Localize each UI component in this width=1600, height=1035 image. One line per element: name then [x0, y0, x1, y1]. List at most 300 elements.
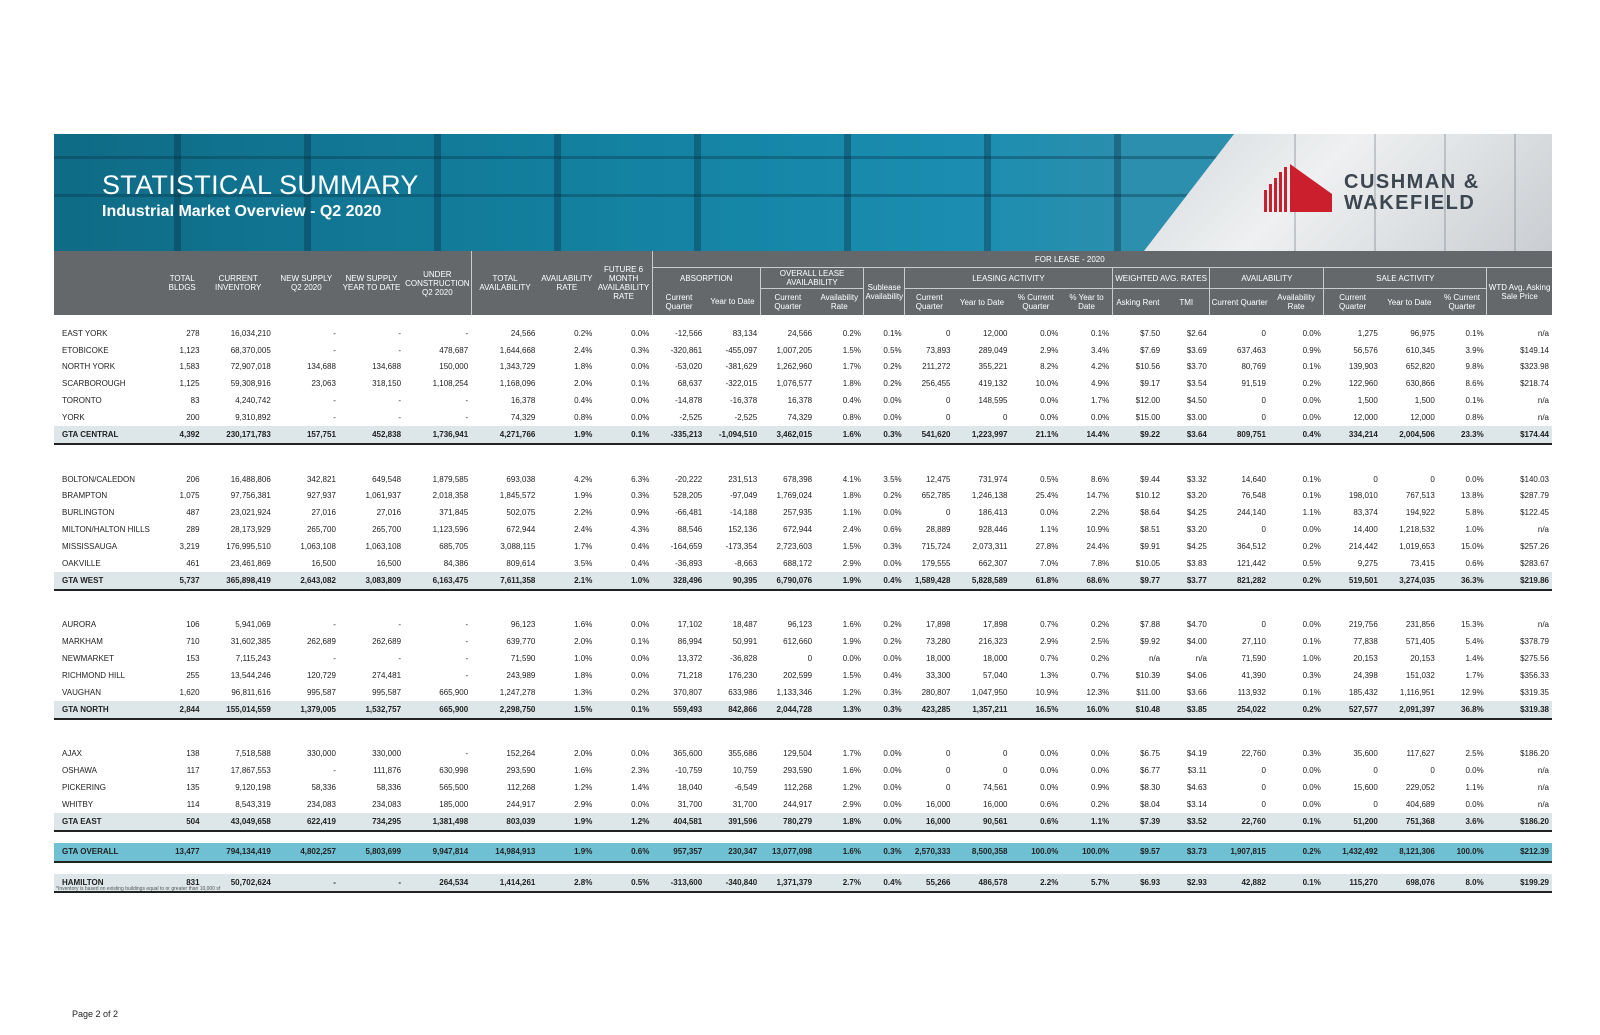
table-cell: 13.8% [1461, 491, 1484, 501]
table-cell: 10.0% [1035, 379, 1059, 389]
banner-beam [554, 134, 561, 251]
table-cell: 0.9% [631, 508, 650, 518]
page-subtitle: Industrial Market Overview - Q2 2020 [102, 203, 382, 220]
table-cell: 58,336 [376, 783, 402, 793]
table-cell: 77,838 [1353, 637, 1378, 647]
row-label: PICKERING [62, 783, 107, 793]
table-cell: 254,022 [1210, 701, 1269, 719]
table-cell: 1.0% [595, 572, 652, 590]
table-cell: 2.3% [631, 766, 650, 776]
table-cell: 55,266 [905, 874, 954, 892]
col-header-total-bldgs: TOTAL BLDGS [162, 251, 203, 315]
table-cell: 0.0% [883, 654, 902, 664]
table-cell: 0.0% [631, 396, 650, 406]
sub-header-la-current: Current Quarter [905, 289, 954, 316]
table-cell: 0.2% [1090, 654, 1110, 664]
col-header-total-availability: TOTAL AVAILABILITY [471, 251, 538, 315]
table-cell: 234,083 [306, 799, 336, 809]
table-cell: -313,600 [652, 874, 705, 892]
table-cell: 1,769,024 [776, 491, 813, 501]
table-cell: 14.4% [1061, 426, 1112, 444]
table-cell: 0 [1373, 766, 1378, 776]
table-cell: 14,640 [1241, 474, 1266, 484]
table-row [54, 409, 1552, 426]
table-cell: 1.9% [842, 637, 861, 647]
table-cell: 0.4% [631, 541, 650, 551]
table-cell: 423,285 [905, 701, 954, 719]
table-cell: - [339, 874, 404, 892]
table-row [54, 633, 1552, 650]
table-cell: 1,500 [1414, 396, 1435, 406]
table-cell: -381,629 [725, 362, 758, 372]
table-cell: 5.7% [1061, 874, 1112, 892]
table-cell: 0.3% [1302, 749, 1321, 759]
table-cell: 1.1% [1061, 813, 1112, 831]
banner-beam [1114, 134, 1121, 251]
table-cell: 1.2% [842, 783, 861, 793]
table-cell: $3.64 [1163, 426, 1210, 444]
table-cell: $3.54 [1186, 379, 1207, 389]
table-cell: 7,611,358 [471, 572, 538, 590]
table-cell: n/a [1537, 525, 1549, 535]
table-cell: 1,532,757 [339, 701, 404, 719]
row-label: YORK [62, 412, 85, 422]
table-cell: 1.7% [1465, 670, 1484, 680]
table-cell: 33,300 [926, 670, 951, 680]
table-cell: 96,123 [510, 620, 536, 630]
table-cell: 16,378 [510, 396, 536, 406]
table-cell: 18,040 [677, 783, 703, 793]
table-cell: 2.7% [815, 874, 864, 892]
table-cell: 1,116,951 [1399, 687, 1435, 697]
table-cell: n/a [1537, 328, 1549, 338]
table-cell: 504 [162, 813, 203, 831]
table-cell: 1,247,278 [499, 687, 536, 697]
row-label: GTA CENTRAL [54, 426, 162, 444]
table-cell: 0.2% [631, 687, 650, 697]
table-cell: 461 [186, 558, 200, 568]
spacer-row [54, 862, 1552, 874]
col-header-weighted-avg-rates: WEIGHTED AVG. RATES [1112, 268, 1210, 289]
table-cell: 1,246,138 [971, 491, 1008, 501]
table-cell: 1.8% [842, 379, 861, 389]
table-cell: 1.7% [1090, 396, 1110, 406]
table-cell: 50,991 [732, 637, 758, 647]
table-cell: 8,121,306 [1381, 843, 1438, 862]
table-row [54, 504, 1552, 521]
table-cell: 100.0% [1061, 843, 1112, 862]
table-row [54, 762, 1552, 779]
table-cell: 452,838 [339, 426, 404, 444]
table-cell: 0.0% [1302, 412, 1321, 422]
table-cell: 0.0% [883, 749, 902, 759]
table-cell: 230,171,783 [203, 426, 274, 444]
table-cell: - [465, 412, 469, 422]
row-label: BOLTON/CALEDON [62, 474, 136, 484]
table-cell: 153 [186, 654, 200, 664]
table-cell: 0 [1261, 328, 1266, 338]
row-label: ETOBICOKE [62, 345, 109, 355]
banner-beam [434, 134, 441, 251]
table-cell: 0 [1003, 412, 1008, 422]
table-cell: $140.03 [1520, 474, 1549, 484]
table-cell: -12,566 [675, 328, 703, 338]
table-cell: 4,271,766 [471, 426, 538, 444]
table-cell: 185,432 [1348, 687, 1378, 697]
col-header-submarket [54, 251, 162, 315]
table-cell: 0.1% [631, 379, 650, 389]
table-cell: 4.2% [1090, 362, 1110, 372]
row-label: OAKVILLE [62, 558, 101, 568]
table-cell: n/a [1537, 783, 1549, 793]
table-cell: - [465, 620, 469, 630]
table-cell: 23,063 [311, 379, 336, 389]
table-cell: -14,188 [730, 508, 758, 518]
table-cell: 24,566 [510, 328, 536, 338]
table-cell: 71,218 [677, 670, 703, 680]
table-cell: 1.7% [842, 362, 861, 372]
table-cell: 111,876 [373, 766, 402, 776]
row-label: GTA EAST [54, 813, 162, 831]
table-cell: 16,034,210 [230, 328, 271, 338]
table-cell: $2.93 [1163, 874, 1210, 892]
table-cell: 0.1% [1269, 813, 1324, 831]
table-cell: 138 [186, 749, 200, 759]
table-cell: 1.6% [842, 620, 861, 630]
cushman-wakefield-logo-icon [1264, 164, 1332, 212]
col-header-new-supply-q2: NEW SUPPLY Q2 2020 [274, 251, 339, 315]
table-cell: 0.8% [1465, 412, 1484, 422]
table-cell: 0 [1373, 474, 1378, 484]
col-header-availability-rate: AVAILABILITY RATE [538, 251, 595, 315]
table-cell: 2.5% [1465, 749, 1484, 759]
table-cell: 1.7% [574, 541, 593, 551]
table-cell: 3.4% [1090, 345, 1110, 355]
table-cell: 928,446 [978, 525, 1008, 535]
table-cell: 17,102 [677, 620, 703, 630]
table-cell: 74,561 [983, 783, 1008, 793]
table-cell: 120,729 [306, 670, 336, 680]
table-cell: 179,555 [921, 558, 951, 568]
table-cell: 186,413 [978, 508, 1008, 518]
col-header-leasing-activity: LEASING ACTIVITY [905, 268, 1113, 289]
table-cell: 780,279 [760, 813, 815, 831]
table-row [54, 796, 1552, 813]
table-cell: 2.2% [1010, 874, 1061, 892]
table-cell: 61.8% [1010, 572, 1061, 590]
table-cell: 630,998 [439, 766, 469, 776]
table-cell: 7.8% [1090, 558, 1110, 568]
table-cell: -36,828 [730, 654, 758, 664]
table-cell: 0.0% [1465, 474, 1484, 484]
footnote: *Inventory is based on existing buildings equal to or greater than 10,000 sf [56, 886, 221, 892]
table-cell: 622,419 [274, 813, 339, 831]
table-cell: 1.2% [574, 783, 593, 793]
table-cell: 31,602,385 [230, 637, 271, 647]
table-cell: 1.8% [574, 670, 593, 680]
table-cell: 0.1% [1269, 874, 1324, 892]
table-cell: 0.1% [1090, 328, 1110, 338]
table-cell: 24,398 [1353, 670, 1378, 680]
table-cell: 0.1% [595, 701, 652, 719]
table-cell: - [333, 396, 336, 406]
table-cell: -173,354 [725, 541, 758, 551]
table-cell: 100.0% [1010, 843, 1061, 862]
table-cell: $4.19 [1186, 749, 1207, 759]
table-cell: 2,018,358 [432, 491, 469, 501]
table-cell: 16,000 [905, 813, 954, 831]
table-cell: 28,173,929 [230, 525, 271, 535]
table-cell: 0.0% [1465, 799, 1484, 809]
table-cell: $4.25 [1186, 508, 1207, 518]
table-cell: 31,700 [732, 799, 758, 809]
table-cell: 219,756 [1348, 620, 1378, 630]
table-cell: 1,075 [179, 491, 200, 501]
table-cell: 106 [186, 620, 200, 630]
table-cell: -2,525 [734, 412, 758, 422]
table-cell: 68.6% [1061, 572, 1112, 590]
table-cell: $4.00 [1186, 637, 1207, 647]
table-cell: 0 [1261, 766, 1266, 776]
table-cell: 84,386 [443, 558, 469, 568]
table-cell: $6.75 [1140, 749, 1161, 759]
table-cell: 185,000 [439, 799, 469, 809]
sub-header-ola-current: Current Quarter [760, 289, 815, 316]
table-cell: $3.85 [1163, 701, 1210, 719]
table-cell: $4.25 [1186, 541, 1207, 551]
table-cell: 1,379,005 [274, 701, 339, 719]
table-cell: -97,049 [730, 491, 758, 501]
table-cell: 0.0% [1040, 766, 1059, 776]
logo-wordmark [1344, 172, 1480, 214]
table-cell: -10,759 [675, 766, 703, 776]
table-cell: 1,275 [1357, 328, 1378, 338]
table-cell: 27,016 [311, 508, 336, 518]
table-cell: 72,907,018 [230, 362, 271, 372]
table-cell: 2.0% [574, 637, 593, 647]
table-cell: 0.6% [1040, 799, 1059, 809]
table-cell: - [398, 412, 402, 422]
table-cell: - [333, 328, 336, 338]
table-cell: 229,052 [1405, 783, 1435, 793]
table-cell: 0.0% [631, 749, 650, 759]
table-cell: $10.39 [1135, 670, 1161, 680]
table-cell: 76,548 [1241, 491, 1266, 501]
table-cell: 2.4% [842, 525, 861, 535]
table-cell: 24.4% [1086, 541, 1110, 551]
table-cell: 715,724 [921, 541, 951, 551]
table-cell: 0.3% [1302, 670, 1321, 680]
table-cell: 821,282 [1210, 572, 1269, 590]
table-cell: 0.5% [1040, 474, 1059, 484]
table-cell: 0.0% [1040, 783, 1059, 793]
table-cell: 1,007,205 [776, 345, 813, 355]
table-cell: 0.4% [574, 396, 593, 406]
table-cell: -320,861 [670, 345, 703, 355]
table-cell: 0.0% [1040, 749, 1059, 759]
table-cell: 334,214 [1324, 426, 1381, 444]
table-cell: -322,015 [725, 379, 758, 389]
table-cell: $319.35 [1520, 687, 1549, 697]
table-cell: 502,075 [506, 508, 536, 518]
table-cell: 12.9% [1461, 687, 1484, 697]
table-cell: 17,898 [926, 620, 951, 630]
table-cell: 2,570,333 [905, 843, 954, 862]
table-cell: 1.3% [815, 701, 864, 719]
table-cell: 0.1% [595, 426, 652, 444]
table-cell: - [398, 328, 402, 338]
table-cell: 419,132 [978, 379, 1008, 389]
table-cell: 0 [1430, 474, 1435, 484]
table-cell: n/a [1537, 799, 1549, 809]
table-cell: 2,091,397 [1381, 701, 1438, 719]
table-cell: 371,845 [439, 508, 469, 518]
spacer-row [54, 444, 1552, 471]
table-cell: 637,463 [1236, 345, 1266, 355]
table-cell: 7,518,588 [235, 749, 271, 759]
table-cell: 152,136 [728, 525, 758, 535]
table-cell: - [333, 654, 336, 664]
table-cell: 809,614 [506, 558, 536, 568]
table-cell: n/a [1537, 766, 1549, 776]
table-cell: 73,893 [926, 345, 951, 355]
table-cell: 15.3% [1461, 620, 1484, 630]
table-cell: 10.9% [1035, 687, 1059, 697]
table-cell: 0.0% [1040, 508, 1059, 518]
table-cell: 5.4% [1465, 637, 1484, 647]
table-cell: 150,000 [439, 362, 469, 372]
table-cell: 43,049,658 [203, 813, 274, 831]
table-cell: 809,751 [1210, 426, 1269, 444]
table-cell: - [465, 670, 469, 680]
table-cell: 3.6% [1438, 813, 1487, 831]
table-cell: 6,163,475 [404, 572, 471, 590]
table-cell: $319.38 [1487, 701, 1552, 719]
table-cell: 1.5% [842, 345, 861, 355]
table-cell: 176,230 [728, 670, 758, 680]
table-cell: $3.52 [1163, 813, 1210, 831]
table-cell: -20,222 [675, 474, 703, 484]
table-cell: 3.9% [1465, 345, 1484, 355]
sub-header-ola-rate: Availability Rate [815, 289, 864, 316]
col-header-future-availability: FUTURE 6 MONTH AVAILABILITY RATE [595, 251, 652, 315]
table-cell: 280,807 [921, 687, 951, 697]
table-cell: 0.0% [631, 620, 650, 630]
table-cell: $3.20 [1186, 525, 1207, 535]
table-cell: 1,736,941 [404, 426, 471, 444]
table-cell: n/a [1195, 654, 1207, 664]
table-cell: 0.3% [864, 701, 905, 719]
table-cell: 51,200 [1324, 813, 1381, 831]
table-cell: - [398, 396, 402, 406]
header-banner [54, 134, 1552, 251]
row-label: NEWMARKET [62, 654, 114, 664]
table-cell: 672,944 [506, 525, 536, 535]
row-label: MISSISSAUGA [62, 541, 118, 551]
table-cell: 1,371,379 [760, 874, 815, 892]
table-cell: 0.6% [1465, 558, 1484, 568]
table-cell: 0.1% [1465, 396, 1484, 406]
sub-header-sa-current: Current Quarter [1324, 289, 1381, 316]
table-cell: 487 [186, 508, 200, 518]
table-cell: 2.8% [538, 874, 595, 892]
table-cell: - [465, 637, 469, 647]
table-cell: 355,686 [728, 749, 758, 759]
table-cell: 83 [190, 396, 200, 406]
table-cell: $287.79 [1520, 491, 1549, 501]
table-cell: 24,566 [787, 328, 813, 338]
table-cell: 0.9% [1302, 345, 1321, 355]
table-cell: 0.4% [864, 572, 905, 590]
table-cell: -16,378 [730, 396, 758, 406]
table-cell: 265,700 [372, 525, 402, 535]
table-cell: 211,272 [922, 362, 951, 372]
table-cell: 36.8% [1438, 701, 1487, 719]
table-cell: 16,488,806 [230, 474, 271, 484]
table-cell: $323.98 [1520, 362, 1549, 372]
table-cell: 2,298,750 [471, 701, 538, 719]
table-cell: 0.1% [1302, 362, 1321, 372]
table-cell: 2.4% [574, 525, 593, 535]
row-label: MILTON/HALTON HILLS [62, 525, 150, 535]
table-row [54, 375, 1552, 392]
sub-header-sale-avail-current: Current Quarter [1210, 289, 1269, 316]
table-cell: 0.2% [1269, 572, 1324, 590]
table-cell: 1,123,596 [432, 525, 469, 535]
table-cell: 633,986 [728, 687, 758, 697]
table-cell: 0.0% [842, 654, 861, 664]
table-cell: 0.0% [631, 328, 650, 338]
table-cell: 0.9% [1090, 783, 1110, 793]
table-cell: 113,932 [1237, 687, 1266, 697]
table-cell: $7.69 [1140, 345, 1161, 355]
table-cell: 0.0% [631, 670, 650, 680]
table-cell: 135 [186, 783, 200, 793]
table-cell: 16,000 [926, 799, 951, 809]
table-cell: -6,549 [734, 783, 758, 793]
table-cell: 80,769 [1241, 362, 1266, 372]
banner-beam [984, 134, 991, 251]
table-cell: 12,000 [1353, 412, 1378, 422]
table-cell: 1.5% [538, 701, 595, 719]
table-cell: 230,347 [705, 843, 760, 862]
table-cell: 995,587 [306, 687, 336, 697]
table-cell: $3.70 [1186, 362, 1207, 372]
table-row [54, 667, 1552, 684]
table-cell: 571,405 [1405, 637, 1435, 647]
table-cell: - [333, 345, 336, 355]
table-cell: 610,345 [1405, 345, 1435, 355]
table-cell: $218.74 [1520, 379, 1549, 389]
table-cell: 1,879,585 [432, 474, 469, 484]
table-cell: 117,627 [1406, 749, 1435, 759]
table-cell: 1.2% [595, 813, 652, 831]
table-cell: 256,455 [921, 379, 951, 389]
table-cell: 3.5% [574, 558, 593, 568]
table-cell: 9,947,814 [404, 843, 471, 862]
table-cell: 0.7% [1040, 654, 1059, 664]
table-cell: 4.1% [842, 474, 861, 484]
table-cell: 1.8% [842, 491, 861, 501]
table-cell: 0.0% [631, 362, 650, 372]
table-cell: 73,280 [926, 637, 951, 647]
table-cell: 486,578 [953, 874, 1010, 892]
table-cell: $3.73 [1163, 843, 1210, 862]
table-cell: 3,274,035 [1381, 572, 1438, 590]
table-cell: 1.6% [815, 843, 864, 862]
table-cell: 693,038 [506, 474, 536, 484]
table-cell: 0.0% [1302, 620, 1321, 630]
